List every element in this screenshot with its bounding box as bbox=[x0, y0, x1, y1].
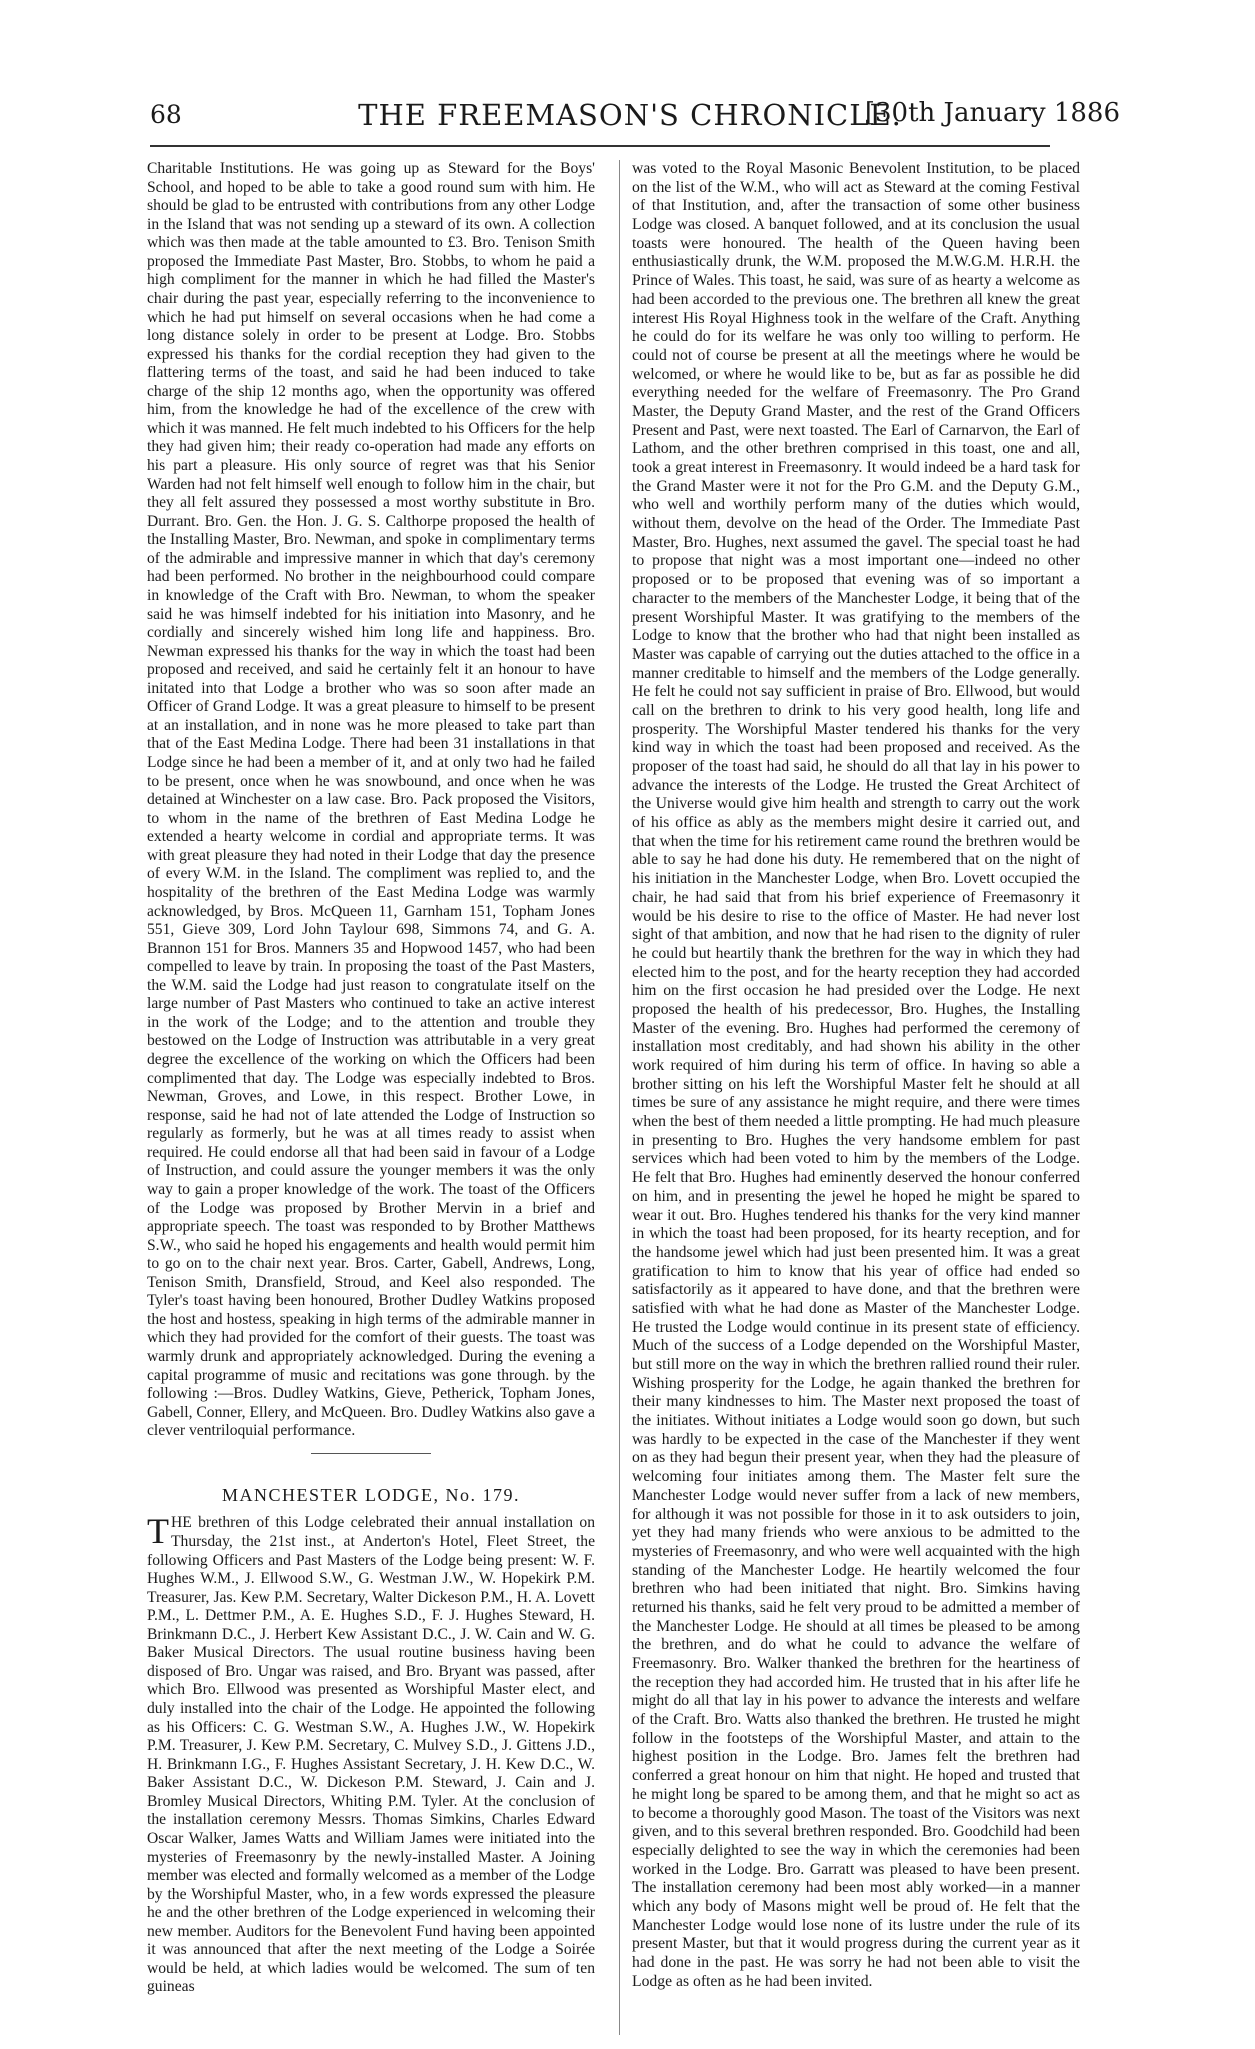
right-column bbox=[632, 160, 1080, 1991]
article-paragraph: Charitable Institutions. He was going up as Steward for the Boys' School, and hoped to be able to take a good round sum with him. He should be glad to be entrusted with contributions from any other Lodge in the Island that was not sending up a steward of its own. A collection which was then made at the table amounted to £3. Bro. Tenison Smith proposed the Immediate Past Master, Bro. Stobbs, to whom he paid a high compliment for the manner in which he had filled the Master's chair during the past year, especially referring to the inconvenience to which he had put himself on several occasions when he had come a long distance solely in order to be present at Lodge. Bro. Stobbs expressed his thanks for the cordial reception they had given to the flattering terms of the toast, and said he had been induced to take charge of the ship 12 months ago, when the opportunity was offered him, from the knowledge he had of the excellence of the crew with which it was manned. He felt much indebted to his Officers for the help they had given him; their ready co-operation had made any efforts on his part a pleasure. His only source of regret was that his Senior Warden had not felt himself well enough to follow him in the chair, but they all felt assured they possessed a most worthy substitute in Bro. Durrant. Bro. Gen. the Hon. J. G. S. Calthorpe proposed the health of the Installing Master, Bro. Newman, and spoke in complimentary terms of the admirable and impressive manner in which that day's ceremony had been performed. No brother in the neighbourhood could compare in knowledge of the Craft with Bro. Newman, to whom the speaker said he was himself indebted for his initiation into Masonry, and he cordially and sincerely wished him long life and happiness. Bro. Newman expressed his thanks for the way in which the toast had been proposed and received, and said he certainly felt it an honour to have initated into that Lodge a brother who was so soon after made an Officer of Grand Lodge. It was a great pleasure to himself to be present at an installation, and in none was he more pleased to take part than that of the East Medina Lodge. There had been 31 installations in that Lodge since he had been a member of it, and at only two had he failed to be present, once when he was snowbound, and once when he was detained at Winchester on a law case. Bro. Pack proposed the Visitors, to whom in the name of the brethren of East Medina Lodge he extended a hearty welcome in cordial and appropriate terms. It was with great pleasure they had noted in their Lodge that day the presence of every W.M. in the Island. The compliment was replied to, and the hospitality of the brethren of the East Medina Lodge was warmly acknowledged, by Bros. McQueen 11, Garnham 151, Topham Jones 551, Gieve 309, Lord John Taylour 698, Simmons 74, and G. A. Brannon 151 for Bros. Manners 35 and Hopwood 1457, who had been compelled to leave by train. In proposing the toast of the Past Masters, the W.M. said the Lodge had just reason to congratulate itself on the large number of Past Masters who continued to take an active interest in the work of the Lodge; and to the attention and trouble they bestowed on the Lodge of Instruction was attributable in a very great degree the excellence of the working on which the Officers had been complimented that day. The Lodge was especially indebted to Bros. Newman, Groves, and Lowe, in this respect. Brother Lowe, in response, said he had not of late attended the Lodge of Instruction so regularly as formerly, but he was at all times ready to assist when required. He could endorse all that had been said in favour of a Lodge of Instruction, and could assure the younger members it was the only way to gain a proper knowledge of the work. The toast of the Officers of the Lodge was proposed by Brother Mervin in a brief and appropriate speech. The toast was responded to by Brother Matthews S.W., who said he hoped his engagements and health would permit him to go on to the chair next year. Bros. Carter, Gabell, Andrews, Long, Tenison Smith, Dransfield, Stroud, and Keel also responded. The Tyler's toast having been honoured, Brother Dudley Watkins proposed the host and hostess, speaking in high terms of the admirable manner in which they had provided for the comfort of their guests. The toast was warmly drunk and appropriately acknowledged. During the evening a capital programme of music and recitations was gone through. by the following :—Bros. Dudley Watkins, Gieve, Petherick, Topham Jones, Gabell, Conner, Ellery, and McQueen. Bro. Dudley Watkins also gave a clever ventriloquial performance. bbox=[147, 160, 595, 1440]
article-paragraph bbox=[147, 1511, 595, 1997]
section-heading: MANCHESTER LODGE, No. 179. bbox=[222, 1484, 520, 1505]
article-paragraph: was voted to the Royal Masonic Benevolent Institution, to be placed on the list of the W.M., who will act as Steward at the coming Festival of that Institution, and, after the transaction of some other business Lodge was closed. A banquet followed, and at its conclusion the usual toasts were honoured. The health of the Queen having been enthusiastically drunk, the W.M. proposed the M.W.G.M. H.R.H. the Prince of Wales. This toast, he said, was sure of as hearty a welcome as had been accorded to the previous one. The brethren all knew the great interest His Royal Highness took in the welfare of the Craft. Anything he could do for its welfare he was only too willing to perform. He could not of course be present at all the meetings where he would be welcomed, or where he would like to be, but as far as possible he did everything needed for the welfare of Freemasonry. The Pro Grand Master, the Deputy Grand Master, and the rest of the Grand Officers Present and Past, were next toasted. The Earl of Carnarvon, the Earl of Lathom, and the other brethren comprised in this toast, one and all, took a great interest in Freemasonry. It would indeed be a hard task for the Grand Master were it not for the Pro G.M. and the Deputy G.M., who well and worthily perform many of the duties which would, without them, devolve on the head of the Order. The Immediate Past Master, Bro. Hughes, next assumed the gavel. The special toast he had to propose that night was a most important one—indeed no other proposed or to be proposed that evening was of so important a character to the members of the Manchester Lodge, it being that of the present Worshipful Master. It was gratifying to the members of the Lodge to know that the brother who had that night been installed as Master was capable of carrying out the duties attached to the office in a manner creditable to himself and the members of the Lodge generally. He felt he could not say sufficient in praise of Bro. Ellwood, but would call on the brethren to drink to his very good health, long life and prosperity. The Worshipful Master tendered his thanks for the very kind way in which the toast had been proposed and received. As the proposer of the toast had said, he should do all that lay in his power to advance the interests of the Lodge. He trusted the Great Architect of the Universe would give him health and strength to carry out the work of his office as ably as the members might desire it carried out, and that when the time for his retirement came round the brethren would be able to say he had done his duty. He remembered that on the night of his initiation in the Manchester Lodge, when Bro. Lovett occupied the chair, he had said that from his brief experience of Freemasonry it would be his desire to rise to the office of Master. He had never lost sight of that ambition, and now that he had risen to the dignity of ruler he could but heartily thank the brethren for the way in which they had elected him to the post, and for the hearty reception they had accorded him on the first occasion he had presided over the Lodge. He next proposed the health of his predecessor, Bro. Hughes, the Installing Master of the evening. Bro. Hughes had performed the ceremony of installation most creditably, and had shown his ability in the other work required of him during his term of office. In having so able a brother sitting on his left the Worshipful Master felt he should at all times be sure of any assistance he might require, and there were times when the best of them needed a little prompting. He had much pleasure in presenting to Bro. Hughes the very handsome emblem for past services which had been voted to him by the members of the Lodge. He felt that Bro. Hughes had eminently deserved the honour conferred on him, and in presenting the jewel he hoped he might be spared to wear it out. Bro. Hughes tendered his thanks for the very kind manner in which the toast had been proposed, for its hearty reception, and for the handsome jewel which had just been presented him. It was a great gratification to him to know that his year of office had ended so satisfactorily as it appeared to have done, and that the brethren were satisfied with what he had done as Master of the Manchester Lodge. He trusted the Lodge would continue in its present state of efficiency. Much of the success of a Lodge depended on the Worshipful Master, but still more on the way in which the brethren rallied round their ruler. Wishing prosperity for the Lodge, he again thanked the brethren for their many kindnesses to him. The Master next proposed the toast of the initiates. Without initiates a Lodge would soon go down, but such was hardly to be expected in the case of the Manchester if they went on as they had begun their present year, when they had the pleasure of welcoming four initiates among them. The Master felt sure the Manchester Lodge would never suffer from a lack of new members, for although it was not possible for those in it to ask outsiders to join, yet they had many friends who were anxious to be admitted to the mysteries of Freemasonry, and who were well acquainted with the high standing of the Manchester Lodge. He heartily welcomed the four brethren who had been initiated that night. Bro. Simkins having returned his thanks, said he felt very proud to be admitted a member of the Manchester Lodge. He should at all times be pleased to be among the brethren, and do what he could to advance the welfare of Freemasonry. Bro. Walker thanked the brethren for the heartiness of the reception they had accorded him. He trusted that in his after life he might do all that lay in his power to advance the interests and welfare of the Craft. Bro. Watts also thanked the brethren. He trusted he might follow in the footsteps of the Worshipful Master, and attain to the highest position in the Lodge. Bro. James felt the brethren had conferred a great honour on him that night. He hoped and trusted that he might long be spared to be among them, and that he might so act as to become a thoroughly good Mason. The toast of the Visitors was next given, and to this several brethren responded. Bro. Goodchild had been especially delighted to see the way in which the ceremonies had been worked in the Lodge. Bro. Garratt was pleased to have been present. The installation ceremony had been most ably worked—in a manner which any body of Masons might well be proud of. He felt that the Manchester Lodge would lose none of its lustre under the rule of its present Master, but that it would progress during the current year as it had done in the past. He was sorry he had not been able to visit the Lodge as often as he had been invited. bbox=[632, 160, 1080, 1990]
issue-date: [30th January 1886 bbox=[864, 98, 1120, 128]
left-column bbox=[147, 160, 595, 1997]
publication-title: THE FREEMASON'S CHRONICLE. bbox=[358, 98, 902, 132]
column-divider bbox=[619, 160, 620, 2035]
drop-cap: T bbox=[147, 1511, 169, 1552]
page-header bbox=[110, 96, 1150, 136]
header-rule bbox=[150, 145, 1050, 147]
page-number: 68 bbox=[150, 100, 182, 129]
article-divider bbox=[311, 1453, 431, 1454]
paragraph-text: HE brethren of this Lodge celebrated their annual installation on Thursday, the 21st inst., at Anderton's Hotel, Fleet Street, the following Officers and Past Masters of the Lodge being present: W. F. Hughes W.M., J. Ellwood S.W., G. Westman J.W., W. Hopekirk P.M. Treasurer, Jas. Kew P.M. Secretary, Walter Dickeson P.M., H. A. Lovett P.M., L. Dettmer P.M., A. E. Hughes S.D., F. J. Hughes Steward, H. Brinkmann D.C., J. Herbert Kew Assistant D.C., J. W. Cain and W. G. Baker Musical Directors. The usual routine business having been disposed of Bro. Ungar was raised, and Bro. Bryant was passed, after which Bro. Ellwood was presented as Worshipful Master elect, and duly installed into the chair of the Lodge. He appointed the following as his Officers: C. G. Westman S.W., A. Hughes J.W., W. Hopekirk P.M. Treasurer, J. Kew P.M. Secretary, C. Mulvey S.D., J. Gittens J.D., H. Brinkmann I.G., F. Hughes Assistant Secretary, J. H. Kew D.C., W. Baker Assistant D.C., W. Dickeson P.M. Steward, J. Cain and J. Bromley Musical Directors, Whiting P.M. Tyler. At the conclusion of the installation ceremony Messrs. Thomas Simkins, Charles Edward Oscar Walker, James Watts and William James were initiated into the mysteries of Freemasonry by the newly-installed Master. A Joining member was elected and formally welcomed as a member of the Lodge by the Worshipful Master, who, in a few words expressed the pleasure he and the other brethren of the Lodge experienced in welcoming their new member. Auditors for the Benevolent Fund having been appointed it was announced that after the next meeting of the Lodge a Soirée would be held, at which ladies would be welcomed. The sum of ten guineas bbox=[147, 1514, 595, 1996]
